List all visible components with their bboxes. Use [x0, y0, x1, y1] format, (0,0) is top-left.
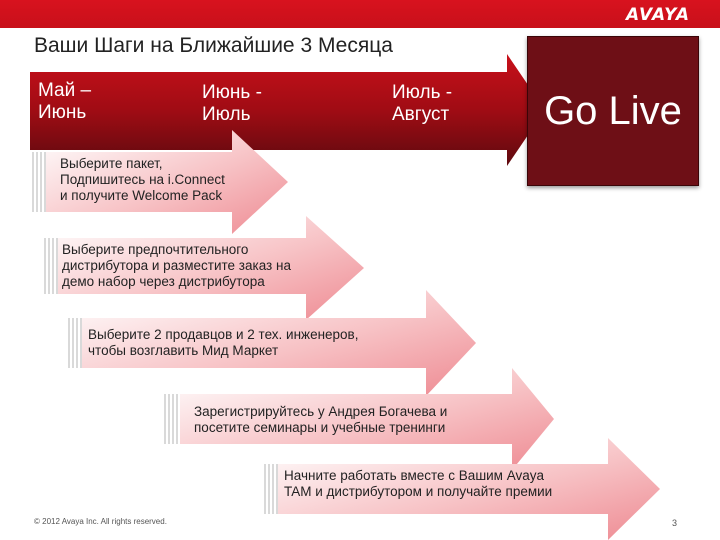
copyright-footer: © 2012 Avaya Inc. All rights reserved. [34, 517, 167, 526]
avaya-logo: AVAYA [625, 5, 690, 25]
go-live-box [527, 36, 699, 186]
step-text-4: Зарегистрируйтесь у Андрея Богачева и посетите семинары и учебные тренинги [194, 404, 448, 435]
month-label-1: Май – Июнь [38, 80, 92, 123]
step-text-3: Выберите 2 продавцов и 2 тех. инженеров, чтобы возглавить Мид Маркет [88, 327, 359, 358]
go-live-label: Go Live [544, 88, 682, 133]
step-text-5: Начните работать вместе с Вашим Avaya TAM и дистрибутором и получайте премии [284, 468, 553, 499]
step-text-2: Выберите предпочтительного дистрибутора и разместите заказ на демо набор через дистрибутора [62, 242, 291, 289]
page-title: Ваши Шаги на Ближайшие 3 Месяца [34, 34, 393, 57]
month-label-3: Июль - Август [392, 82, 453, 125]
step-text-1: Выберите пакет, Подпишитесь на i.Connect и получите Welcome Pack [60, 156, 225, 203]
timeline-banner-arrow [30, 54, 545, 166]
month-label-2: Июнь - Июль [202, 82, 262, 125]
page-number: 3 [672, 518, 678, 528]
